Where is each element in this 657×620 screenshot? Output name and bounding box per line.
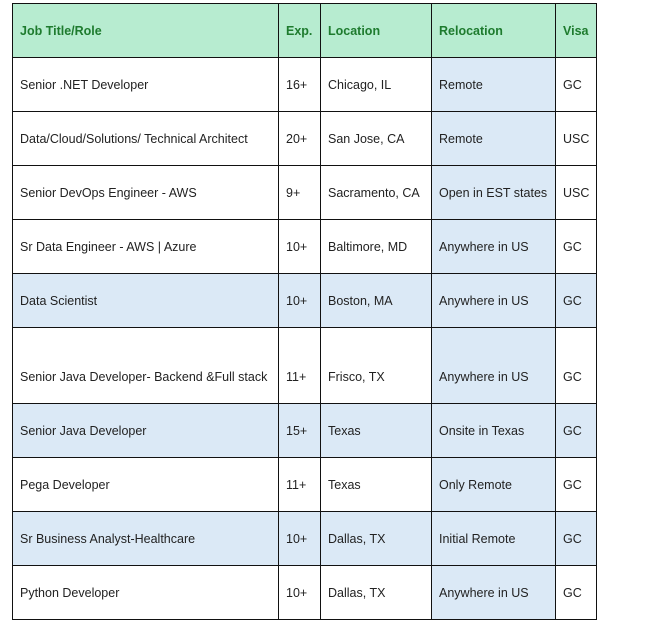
table-row: [13, 566, 597, 620]
cell-role: Sr Business Analyst-Healthcare: [13, 512, 279, 566]
cell-exp: 10+: [279, 274, 321, 328]
cell-relocation: Anywhere in US: [432, 220, 556, 274]
cell-location: Boston, MA: [321, 274, 432, 328]
cell-visa: GC: [556, 512, 597, 566]
table-row: [13, 220, 597, 274]
cell-role: Senior DevOps Engineer - AWS: [13, 166, 279, 220]
cell-role: Sr Data Engineer - AWS | Azure: [13, 220, 279, 274]
cell-exp: 20+: [279, 112, 321, 166]
cell-relocation: Remote: [432, 112, 556, 166]
cell-exp: 10+: [279, 220, 321, 274]
cell-location: Dallas, TX: [321, 512, 432, 566]
header-role: Job Title/Role: [13, 4, 279, 58]
header-relocation: Relocation: [432, 4, 556, 58]
cell-exp: 10+: [279, 512, 321, 566]
cell-location: Sacramento, CA: [321, 166, 432, 220]
cell-role: Senior Java Developer: [13, 404, 279, 458]
table-row: [13, 274, 597, 328]
table-row: [13, 458, 597, 512]
cell-location: Baltimore, MD: [321, 220, 432, 274]
cell-visa: GC: [556, 458, 597, 512]
cell-relocation: Anywhere in US: [432, 274, 556, 328]
cell-visa: GC: [556, 328, 597, 404]
cell-exp: 15+: [279, 404, 321, 458]
cell-visa: USC: [556, 112, 597, 166]
cell-location: Dallas, TX: [321, 566, 432, 620]
cell-role: Data/Cloud/Solutions/ Technical Architect: [13, 112, 279, 166]
jobs-table: [12, 3, 597, 620]
table-row: [13, 112, 597, 166]
cell-location: Frisco, TX: [321, 328, 432, 404]
header-visa: Visa: [556, 4, 597, 58]
table-row: [13, 58, 597, 112]
cell-relocation: Onsite in Texas: [432, 404, 556, 458]
cell-role: Senior Java Developer- Backend &Full stack: [13, 328, 279, 404]
cell-location: San Jose, CA: [321, 112, 432, 166]
cell-relocation: Anywhere in US: [432, 328, 556, 404]
cell-exp: 11+: [279, 458, 321, 512]
cell-exp: 9+: [279, 166, 321, 220]
cell-visa: GC: [556, 58, 597, 112]
table-row: [13, 404, 597, 458]
cell-location: Chicago, IL: [321, 58, 432, 112]
cell-visa: GC: [556, 404, 597, 458]
cell-relocation: Initial Remote: [432, 512, 556, 566]
cell-role: Python Developer: [13, 566, 279, 620]
cell-role: Senior .NET Developer: [13, 58, 279, 112]
cell-role: Pega Developer: [13, 458, 279, 512]
header-location: Location: [321, 4, 432, 58]
header-exp: Exp.: [279, 4, 321, 58]
table-row: [13, 328, 597, 404]
cell-location: Texas: [321, 458, 432, 512]
cell-relocation: Only Remote: [432, 458, 556, 512]
cell-relocation: Remote: [432, 58, 556, 112]
cell-relocation: Open in EST states: [432, 166, 556, 220]
table-row: [13, 512, 597, 566]
cell-exp: 10+: [279, 566, 321, 620]
cell-visa: GC: [556, 274, 597, 328]
cell-visa: GC: [556, 566, 597, 620]
cell-role: Data Scientist: [13, 274, 279, 328]
cell-relocation: Anywhere in US: [432, 566, 556, 620]
table-row: [13, 166, 597, 220]
cell-visa: USC: [556, 166, 597, 220]
cell-exp: 11+: [279, 328, 321, 404]
cell-visa: GC: [556, 220, 597, 274]
header-row: [13, 4, 597, 58]
cell-location: Texas: [321, 404, 432, 458]
cell-exp: 16+: [279, 58, 321, 112]
